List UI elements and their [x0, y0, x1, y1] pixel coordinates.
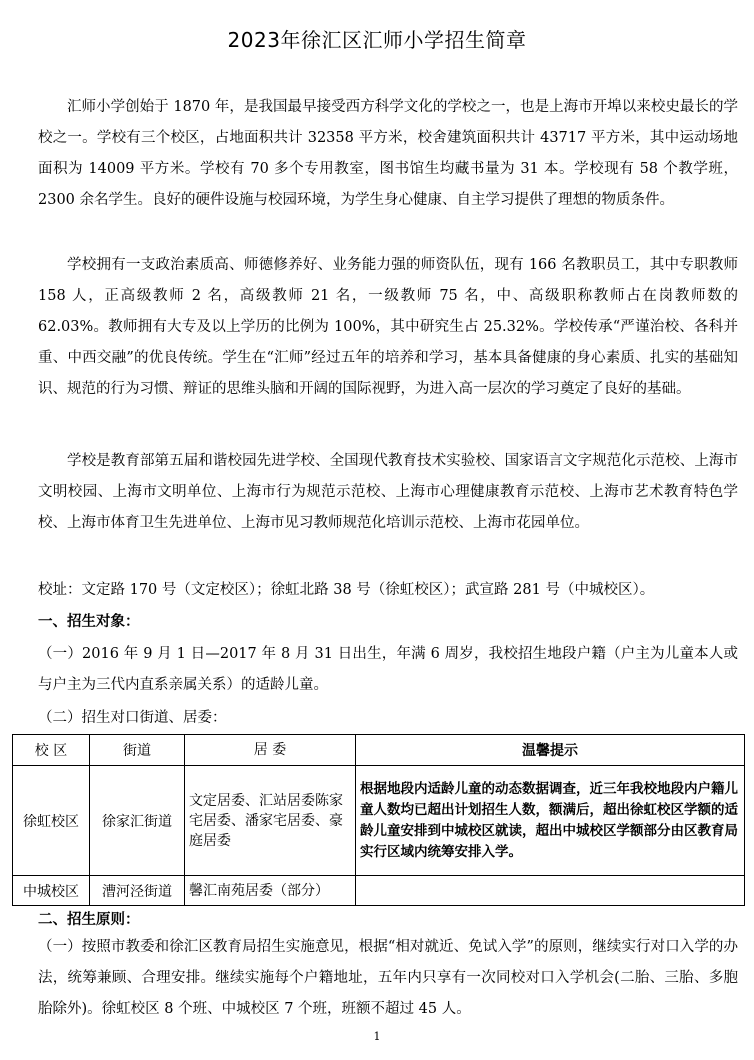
- cell-campus: 中城校区: [13, 876, 90, 906]
- school-address: 校址：文定路 170 号（文定校区）；徐虹北路 38 号（徐虹校区）；武宣路 281 号（中城校区）。: [38, 582, 655, 598]
- section-1-heading: 一、招生对象：: [38, 613, 140, 630]
- cell-tip: 根据地段内适龄儿童的动态数据调查，近三年我校地段内户籍儿童人数均已超出计划招生人数，额满后，超出徐虹校区学额的适龄儿童安排到中城校区就读，超出中城校区学额部分由区教育局实行区域内统筹安排入学。: [356, 766, 745, 876]
- section-2-heading: 二、招生原则：: [38, 911, 140, 928]
- cell-tip: [356, 876, 745, 906]
- document-title: 2023年徐汇区汇师小学招生简章: [227, 28, 527, 52]
- intro-paragraph-3: 学校是教育部第五届和谐校园先进学校、全国现代教育技术实验校、国家语言文字规范化示范校、上海市文明校园、上海市文明单位、上海市行为规范示范校、上海市心理健康教育示范校、上海市艺术教育特色学校、上海市体育卫生先进单位、上海市见习教师规范化培训示范校、上海市花园单位。: [38, 453, 738, 531]
- section-1-item-2: （二）招生对口街道、居委：: [38, 710, 227, 726]
- cell-committees: 文定居委、汇站居委陈家宅居委、潘家宅居委、豪庭居委: [185, 766, 356, 876]
- cell-campus: 徐虹校区: [13, 766, 90, 876]
- header-street: 街道: [90, 735, 185, 766]
- section-2-item-1: （一）按照市教委和徐汇区教育局招生实施意见，根据“相对就近、免试入学”的原则，继续实行对口入学的办法，统筹兼顾、合理安排。继续实施每个户籍地址，五年内只享有一次同校对口入学机会(二胎、三胎、多胞胎除外)。徐虹校区 8 个班、中城校区 7 个班，班额不超过 45 人。: [38, 939, 738, 1017]
- table-row: [13, 766, 745, 876]
- table-header-row: [13, 735, 745, 766]
- header-campus: 校 区: [13, 735, 90, 766]
- cell-committees: 馨汇南苑居委（部分）: [185, 876, 356, 906]
- section-1-item-1: （一）2016 年 9 月 1 日—2017 年 8 月 31 日出生，年满 6 周岁，我校招生地段户籍（户主为儿童本人或与户主为三代内直系亲属关系）的适龄儿童。: [38, 646, 738, 693]
- header-committee: 居 委: [185, 735, 356, 766]
- enrollment-table: [12, 734, 745, 906]
- table-row: [13, 876, 745, 906]
- header-tip: 温馨提示: [356, 735, 745, 766]
- cell-street: 徐家汇街道: [90, 766, 185, 876]
- page-number: 1: [373, 1030, 381, 1043]
- intro-paragraph-1: 汇师小学创始于 1870 年，是我国最早接受西方科学文化的学校之一，也是上海市开埠以来校史最长的学校之一。学校有三个校区，占地面积共计 32358 平方米，校舍建筑面积共计 43717 平方米，其中运动场地面积为 14009 平方米。学校有 70 多个专用教室，图书馆生均藏书量为 31 本。学校现有 58 个教学班，2300 余名学生。良好的硬件设施与校园环境，为学生身心健康、自主学习提供了理想的物质条件。: [38, 99, 738, 208]
- intro-paragraph-2: 学校拥有一支政治素质高、师德修养好、业务能力强的师资队伍，现有 166 名教职员工，其中专职教师 158 人，正高级教师 2 名，高级教师 21 名，一级教师 75 名，中、高级职称教师占在岗教师数的 62.03%。教师拥有大专及以上学历的比例为 100%，其中研究生占 25.32%。学校传承“严谨治校、各科并重、中西交融”的优良传统。学生在“汇师”经过五年的培养和学习，基本具备健康的身心素质、扎实的基础知识、规范的行为习惯、辩证的思维头脑和开阔的国际视野，为进入高一层次的学习奠定了良好的基础。: [38, 257, 738, 397]
- cell-street: 漕河泾街道: [90, 876, 185, 906]
